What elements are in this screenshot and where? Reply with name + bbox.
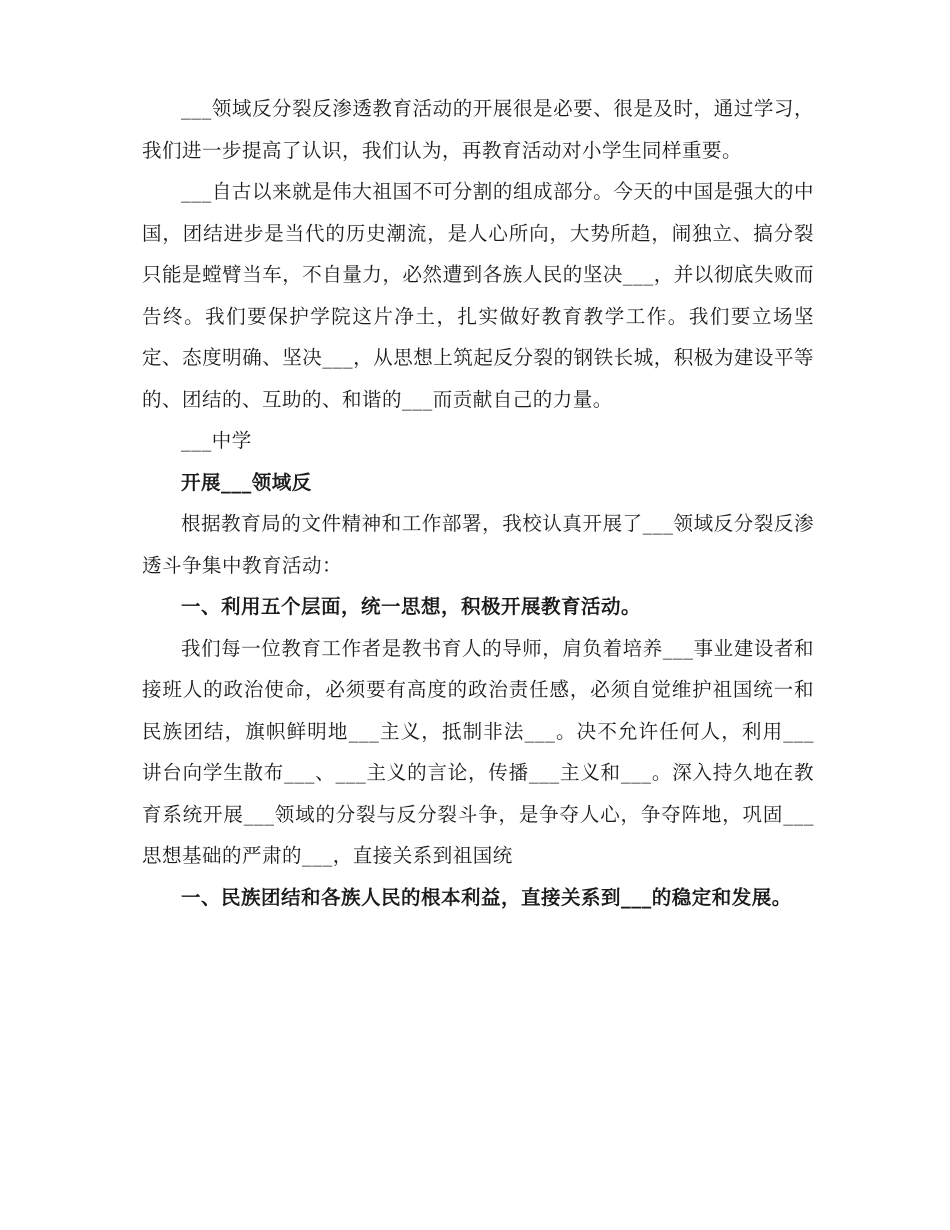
subheading-1: 一、利用五个层面，统一思想，积极开展教育活动。 bbox=[181, 595, 642, 618]
paragraph-5: 根据教育局的文件精神和工作部署，我校认真开展了___领域反分裂反渗透斗争集中教育活动： bbox=[142, 512, 814, 577]
paragraph-3: ___中学 bbox=[181, 429, 252, 452]
paragraph-1: ___领域反分裂反渗透教育活动的开展很是必要、很是及时，通过学习，我们进一步提高了认识，我们认为，再教育活动对小学生同样重要。 bbox=[142, 97, 814, 162]
paragraph-2: ___自古以来就是伟大祖国不可分割的组成部分。今天的中国是强大的中国，团结进步是当代的历史潮流，是人心所向，大势所趋，闹独立、搞分裂只能是螳臂当车，不自量力，必然遭到各族人民的坚决___，并以彻底失败而告终。我们要保护学院这片净土，扎实做好教育教学工作。我们要立场坚定、态度明确、坚决___，从思想上筑起反分裂的钢铁长城，积极为建设平等的、团结的、互助的、和谐的___而贡献自己的力量。 bbox=[142, 180, 814, 411]
paragraph-7: 我们每一位教育工作者是教书育人的导师，肩负着培养___事业建设者和接班人的政治使命，必须要有高度的政治责任感，必须自觉维护祖国统一和民族团结，旗帜鲜明地___主义，抵制非法___。决不允许任何人，利用___讲台向学生散布___、___主义的言论，传播___主义和___。深入持久地在教育系统开展___领域的分裂与反分裂斗争，是争夺人心，争夺阵地，巩固___思想基础的严肃的___，直接关系到祖国统 bbox=[142, 636, 814, 867]
document-page bbox=[142, 88, 814, 918]
subheading-2: 一、民族团结和各族人民的根本利益，直接关系到___的稳定和发展。 bbox=[181, 885, 792, 909]
section-heading: 开展___领域反 bbox=[181, 470, 312, 494]
